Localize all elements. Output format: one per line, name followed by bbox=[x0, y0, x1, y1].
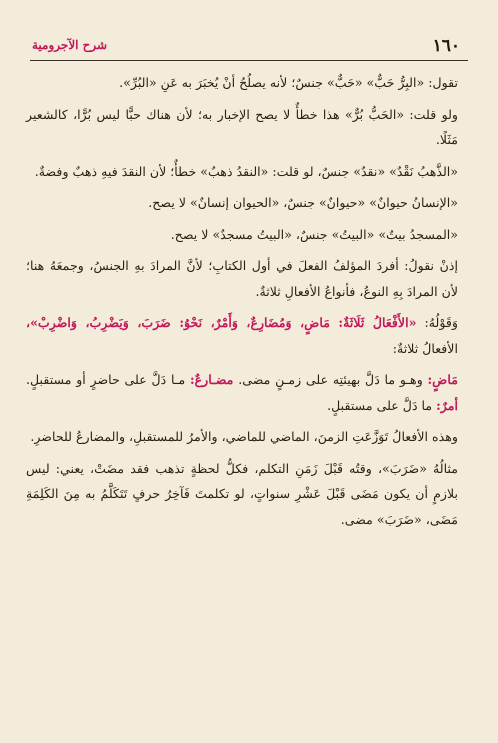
paragraph-text: ولو قلت: «الحَبُّ بُرٌّ» هذا خطأٌ لا يصح الإخبار به؛ لأن هناك حبًّا ليس بُرًّا، كالشعير مَثَلًا. bbox=[26, 106, 458, 147]
term-past: مَاضٍ: bbox=[427, 372, 458, 387]
quoted-paragraph bbox=[26, 310, 472, 361]
paragraph-text: الأفعالُ ثلاثةٌ: bbox=[392, 340, 458, 356]
page-body bbox=[26, 70, 472, 538]
paragraph-text: إذنْ نقولُ: أفردَ المؤلفُ الفعلَ في أول الكتابِ؛ لأنَّ المرادَ بهِ الجنسُ، وجمعَهُ هنا؛ لأن المرادَ بِهِ النوعُ، فأنواعُ الأفعالِ ثلاثةٌ. bbox=[26, 258, 458, 299]
term-imperative: أمرٌ: bbox=[436, 397, 458, 413]
paragraph-text: «الإنسانُ حيوانٌ» «حيوانٌ» جنسٌ، «الحيوان إنسانٌ» لا يصح. bbox=[148, 195, 458, 210]
book-title: شرح الآجرومية bbox=[32, 38, 108, 52]
term-present: مضـارعٌ: bbox=[189, 372, 234, 387]
paragraph bbox=[26, 102, 472, 153]
definition-present: مـا دَلَّ على حاضرٍ أو مستقبلٍ. bbox=[26, 372, 186, 387]
paragraph bbox=[26, 159, 472, 185]
page-header bbox=[30, 34, 468, 60]
paragraph bbox=[26, 70, 472, 96]
paragraph-text: مثالُهُ «ضَرَبَ»، وقتُه قَبْلَ زَمَنِ التكلم، فكلُّ لحظةٍ تذهب فقد مضَتْ، يعني: ليس بلازمٍ أن يكون مَضَى قَبْلَ عَشْرِ سنواتٍ، لو تكلمتَ فَآخِرُ حرفٍ تَتَكَلَّمُ به مِنَ الكَلِمَةِ مَضَى، «ضَرَبَ» مضى. bbox=[26, 460, 458, 527]
paragraph bbox=[26, 424, 472, 450]
quoted-matn: «الأَفْعَالُ ثَلَاثَةٌ: مَاضٍ، وَمُضَارِعٌ، وَأَمْرٌ، نَحْوُ: ضَرَبَ، وَيَضْرِبُ، وَاضْرِبْ»، bbox=[26, 315, 417, 330]
paragraph-text: «الذَّهبُ نَقْدٌ» «نقدٌ» جنسٌ، لو قلت: «النقدُ ذهبٌ» خطأٌ؛ لأن النقدَ فيهِ ذهبٌ وفضةٌ. bbox=[34, 163, 458, 179]
definition-past: وهـو ما دَلَّ بهيئتِه على زمـنٍ مضى. bbox=[238, 372, 423, 387]
page-number: ١٦٠ bbox=[432, 36, 460, 56]
paragraph-text: تقول: «البِرُّ حَبٌّ» «حَبٌّ» جنسٌ؛ لأنه يصلُحُ أنْ يُخبَرَ به عَنِ «البُرِّ». bbox=[119, 75, 458, 90]
paragraph bbox=[26, 222, 472, 248]
definition-imperative: ما دَلَّ على مستقبلٍ. bbox=[327, 397, 433, 413]
header-divider bbox=[30, 60, 468, 61]
paragraph-text: وهذه الأفعالُ تَوَزَّعَتِ الزمنَ، الماضي للماضي، والأمرُ للمستقبلِ، والمضارعُ للحاضرِ. bbox=[30, 429, 458, 444]
paragraph bbox=[26, 456, 472, 533]
quote-lead: وَقَوْلُهُ: bbox=[424, 315, 458, 330]
paragraph bbox=[26, 253, 472, 304]
paragraph bbox=[26, 190, 472, 216]
definitions-paragraph bbox=[26, 367, 472, 418]
paragraph-text: «المسجدُ بيتٌ» «البيتُ» جنسٌ، «البيتُ مسجدٌ» لا يصح. bbox=[170, 226, 458, 242]
